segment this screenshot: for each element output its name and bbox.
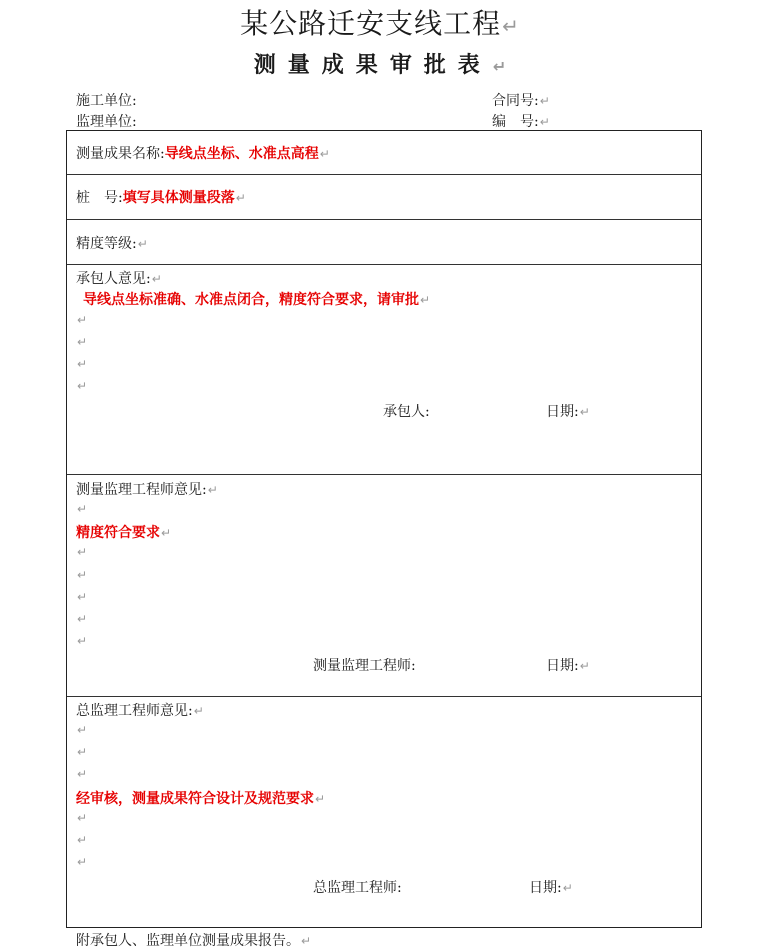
approval-table <box>66 130 702 928</box>
row-contractor-opinion: 承包人意见:↵ 导线点坐标准确、水准点闭合，精度符合要求，请审批↵ ↵ ↵ ↵ ↵ 承包人: 日期:↵ <box>67 265 701 475</box>
result-name-value: 导线点坐标、水准点高程 <box>164 146 319 162</box>
supervision-unit-label: 监理单位: <box>76 114 137 130</box>
chief-engineer-signer-label: 总监理工程师: <box>313 880 402 896</box>
row-pile-no: 桩 号:填写具体测量段落↵ <box>67 175 701 220</box>
footer-note: 附承包人、监理单位测量成果报告。↵ <box>76 933 312 949</box>
pile-no-label: 桩 号: <box>76 190 123 206</box>
contractor-opinion-text: 导线点坐标准确、水准点闭合，精度符合要求，请审批 <box>83 292 419 308</box>
row-survey-engineer-opinion: 测量监理工程师意见:↵ ↵ 精度符合要求↵ ↵ ↵ ↵ ↵ ↵ 测量监理工程师: 日期:↵ <box>67 475 701 697</box>
survey-engineer-date-label: 日期:↵ <box>546 658 590 674</box>
chief-engineer-opinion-text: 经审核，测量成果符合设计及规范要求 <box>76 791 314 807</box>
survey-engineer-signer-label: 测量监理工程师: <box>313 658 416 674</box>
result-name-label: 测量成果名称: <box>76 146 165 162</box>
contractor-signer-label: 承包人: <box>383 404 430 420</box>
chief-engineer-opinion-label: 总监理工程师意见: <box>76 703 193 719</box>
document-subtitle: 测量成果审批表↵ <box>253 52 507 78</box>
survey-engineer-opinion-label: 测量监理工程师意见: <box>76 482 207 498</box>
contractor-date-label: 日期:↵ <box>546 404 590 420</box>
row-chief-engineer-opinion: 总监理工程师意见:↵ ↵ ↵ ↵ 经审核，测量成果符合设计及规范要求↵ ↵ ↵ ↵ 总监理工程师: 日期:↵ <box>76 703 573 896</box>
contractor-opinion-label: 承包人意见: <box>76 271 151 287</box>
document-title: 某公路迁安支线工程↵ <box>240 7 520 40</box>
precision-label: 精度等级: <box>76 236 137 252</box>
row-precision: 精度等级:↵ <box>67 220 701 265</box>
survey-engineer-opinion-text: 精度符合要求 <box>76 525 160 541</box>
chief-engineer-date-label: 日期:↵ <box>529 880 573 896</box>
serial-no-label: 编 号:↵ <box>492 114 550 130</box>
construction-unit-label: 施工单位: <box>76 93 137 109</box>
contract-no-label: 合同号:↵ <box>492 93 550 109</box>
row-result-name: 测量成果名称:导线点坐标、水准点高程↵ <box>67 131 701 175</box>
pile-no-value: 填写具体测量段落 <box>122 190 235 206</box>
